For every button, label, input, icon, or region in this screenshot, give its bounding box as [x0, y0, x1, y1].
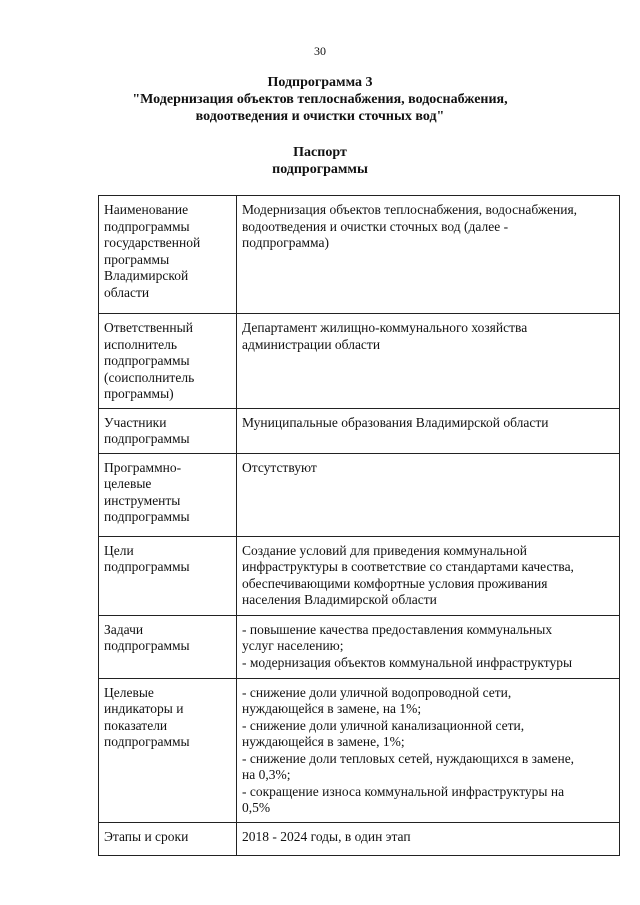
row-value-line: администрации области: [242, 336, 381, 352]
row-label-cell: [99, 453, 237, 536]
row-label-line: подпрограммы: [104, 509, 190, 524]
row-label-cell: [99, 408, 237, 453]
row-value-line: - снижение доли тепловых сетей, нуждающихся в замене,: [242, 750, 575, 766]
passport-row: [99, 615, 620, 678]
passport-table: [98, 195, 620, 856]
row-value-line: - снижение доли уличной водопроводной сети,: [242, 684, 512, 700]
row-value-cell: [237, 408, 620, 453]
passport-row: [99, 196, 620, 314]
row-value-cell: [237, 314, 620, 409]
subprogram-title: Подпрограмма 3: [267, 75, 373, 90]
passport-title: Паспорт: [293, 145, 347, 160]
row-label-line: Этапы и сроки: [104, 828, 189, 844]
row-label-line: Ответственный: [104, 320, 193, 335]
row-value-cell: [237, 615, 620, 678]
row-label-line: Участники: [104, 414, 167, 430]
row-label-line: подпрограммы: [104, 353, 190, 368]
passport-row: [99, 314, 620, 409]
passport-subtitle: подпрограммы: [272, 162, 368, 177]
row-label-line: целевые: [104, 476, 152, 491]
row-label-line: индикаторы и: [104, 701, 184, 716]
passport-row: [99, 453, 620, 536]
row-value-cell: [237, 453, 620, 536]
row-value-line: водоотведения и очистки сточных вод (далее -: [242, 218, 509, 234]
row-label-cell: [99, 822, 237, 855]
row-value-line: Модернизация объектов теплоснабжения, водоснабжения,: [242, 202, 578, 217]
row-label-line: государственной: [104, 235, 201, 250]
row-label-line: Владимирской: [104, 268, 189, 283]
row-value-line: на 0,3%;: [242, 767, 291, 782]
row-value-line: 2018 - 2024 годы, в один этап: [242, 828, 411, 844]
row-label-line: подпрограммы: [104, 734, 190, 749]
row-value-line: Муниципальные образования Владимирской области: [242, 414, 549, 430]
row-value-line: - повышение качества предоставления коммунальных: [242, 621, 553, 637]
row-value-line: услуг населению;: [242, 638, 344, 653]
row-value-line: - модернизация объектов коммунальной инфраструктуры: [242, 654, 573, 670]
row-label-line: показатели: [104, 717, 168, 733]
row-value-line: Департамент жилищно-коммунального хозяйства: [242, 320, 528, 335]
row-label-cell: [99, 678, 237, 822]
row-value-cell: [237, 196, 620, 314]
row-value-line: нуждающейся в замене, 1%;: [242, 734, 405, 749]
row-label-line: Цели: [104, 542, 134, 558]
row-value-line: 0,5%: [242, 800, 271, 815]
row-value-line: - сокращение износа коммунальной инфраструктуры на: [242, 783, 565, 799]
row-value-line: населения Владимирской области: [242, 592, 437, 607]
passport-row: [99, 678, 620, 822]
subprogram-heading: [0, 74, 640, 125]
row-value-line: Создание условий для приведения коммунальной: [242, 542, 527, 558]
row-label-line: подпрограммы: [104, 218, 190, 234]
subprogram-name-line-2: водоотведения и очистки сточных вод": [195, 109, 445, 124]
row-label-line: области: [104, 284, 150, 300]
passport-row: [99, 536, 620, 615]
passport-heading: [0, 144, 640, 178]
passport-row: [99, 822, 620, 855]
row-label-line: программы: [104, 251, 170, 267]
row-label-cell: [99, 196, 237, 314]
row-label-cell: [99, 536, 237, 615]
row-label-cell: [99, 314, 237, 409]
row-value-cell: [237, 536, 620, 615]
row-label-line: Целевые: [104, 684, 154, 700]
row-label-line: подпрограммы: [104, 638, 190, 653]
page-number: 30: [314, 44, 326, 58]
row-label-line: программы): [104, 386, 174, 401]
row-label-line: Программно-: [104, 459, 182, 475]
row-value-line: обеспечивающими комфортные условия проживания: [242, 575, 548, 591]
row-label-cell: [99, 615, 237, 678]
row-value-line: инфраструктуры в соответствие со стандартами качества,: [242, 559, 574, 574]
row-value-line: Отсутствуют: [242, 459, 317, 475]
row-value-line: нуждающейся в замене, на 1%;: [242, 701, 422, 716]
row-value-cell: [237, 678, 620, 822]
row-value-line: - снижение доли уличной канализационной сети,: [242, 717, 525, 733]
row-label-line: подпрограммы: [104, 431, 190, 446]
row-label-line: Наименование: [104, 202, 189, 217]
row-label-line: исполнитель: [104, 336, 177, 352]
row-value-cell: [237, 822, 620, 855]
passport-row: [99, 408, 620, 453]
passport-table-body: [99, 196, 620, 856]
subprogram-name-line-1: "Модернизация объектов теплоснабжения, водоснабжения,: [132, 92, 508, 107]
row-label-line: (соисполнитель: [104, 369, 195, 385]
row-label-line: инструменты: [104, 492, 181, 508]
row-value-line: подпрограмма): [242, 235, 329, 250]
row-label-line: подпрограммы: [104, 559, 190, 574]
row-label-line: Задачи: [104, 621, 144, 637]
